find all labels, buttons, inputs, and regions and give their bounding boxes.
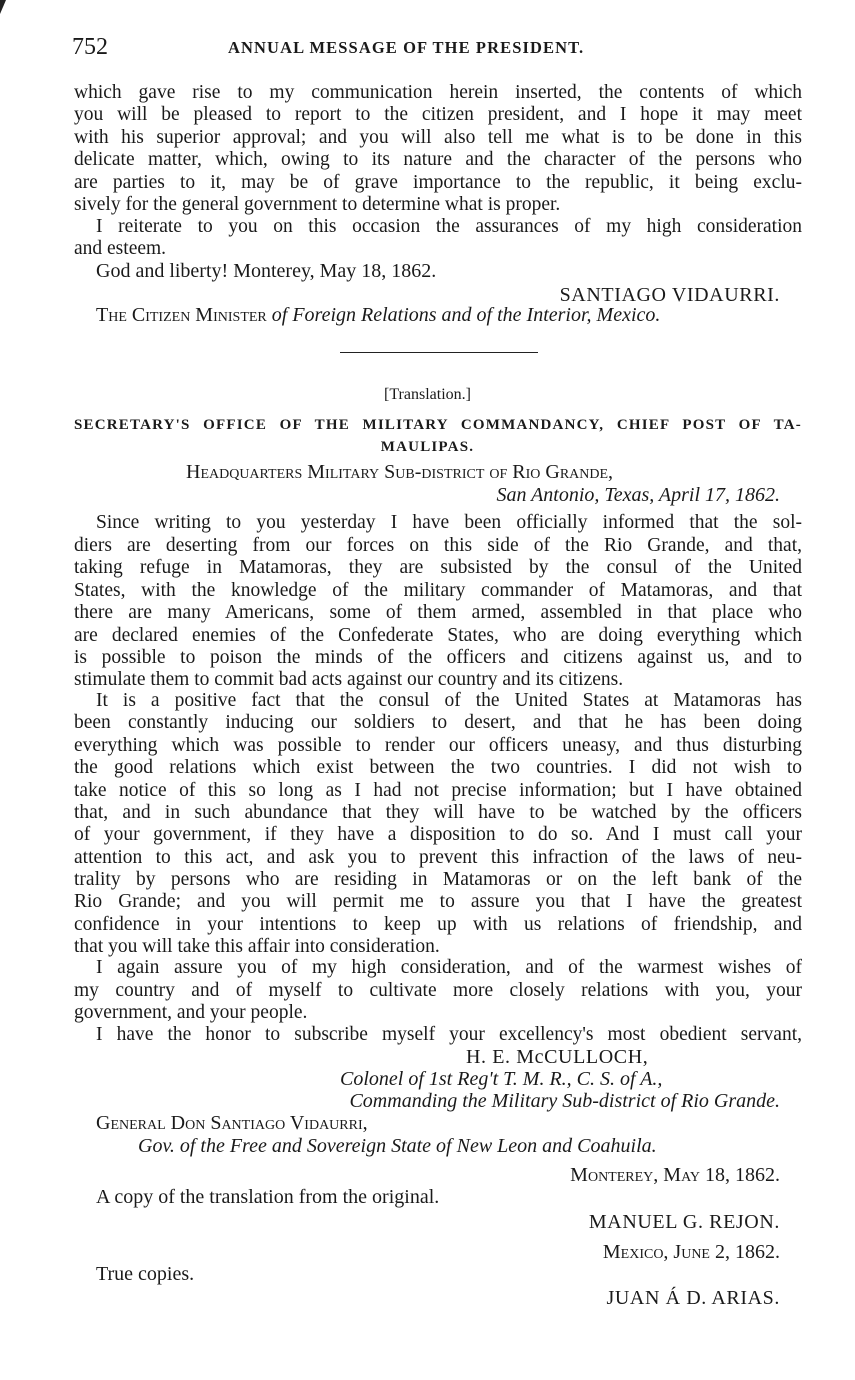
text-line: taking refuge in Matamoras, they are subsisted by the consul of the United	[74, 557, 802, 578]
text-line: are parties to it, may be of grave importance to the republic, it being exclu-	[74, 172, 802, 193]
text-line: delicate matter, which, owing to its nature and the character of the persons who	[74, 149, 802, 170]
certifier-signature: JUAN Á D. ARIAS.	[606, 1287, 780, 1309]
translator-signature: MANUEL G. REJON.	[588, 1211, 780, 1233]
text-line: are declared enemies of the Confederate States, who are doing everything which	[74, 625, 802, 646]
dateline: San Antonio, Texas, April 17, 1862.	[496, 484, 780, 506]
text-line: that, and in such abundance that they will have to be watched by the officers	[74, 802, 802, 823]
text-line: of your government, if they have a disposition to do so. And I must call your	[74, 824, 802, 845]
page-corner-mark	[0, 0, 6, 14]
text-line: I reiterate to you on this occasion the assurances of my high consideration	[96, 216, 802, 237]
attestation-date: Monterey, May 18, 1862.	[570, 1164, 780, 1186]
closing-line: God and liberty! Monterey, May 18, 1862.	[96, 260, 437, 282]
signer-command: Commanding the Military Sub-district of Rio Grande.	[349, 1090, 780, 1112]
text-line: with his superior approval; and you will also tell me what is to be done in this	[74, 127, 802, 148]
text-line: stimulate them to commit bad acts against our country and its citizens.	[74, 669, 624, 690]
text-line: everything which was possible to render our officers uneasy, and thus disturbing	[74, 735, 802, 756]
office-heading: SECRETARY'S OFFICE OF THE MILITARY COMMANDANCY, CHIEF POST OF TA-	[74, 417, 802, 433]
text-line: which gave rise to my communication herein inserted, the contents of which	[74, 82, 802, 103]
text-line: I again assure you of my high consideration, and of the warmest wishes of	[96, 957, 802, 978]
text-line: government, and your people.	[74, 1002, 308, 1023]
text-line: attention to this act, and ask you to prevent this infraction of the laws of neu-	[74, 847, 802, 868]
addressee-prefix: The Citizen Minister	[96, 304, 267, 326]
addressee-line	[96, 304, 660, 326]
section-divider	[340, 352, 538, 353]
page-number: 752	[72, 34, 108, 60]
text-line: you will be pleased to report to the citizen president, and I hope it may meet	[74, 104, 802, 125]
text-line: confidence in your intentions to keep up with us relations of friendship, and	[74, 914, 802, 935]
text-line: been constantly inducing our soldiers to desert, and that he has been doing	[74, 712, 802, 733]
addressee-italic: of Foreign Relations and of the Interior, Mexico.	[271, 304, 661, 326]
signer-name: H. E. McCULLOCH,	[466, 1046, 649, 1068]
text-line: trality by persons who are residing in Matamoras or on the left bank of the	[74, 869, 802, 890]
text-line: I have the honor to subscribe myself your excellency's most obedient servant,	[96, 1024, 802, 1045]
attestation-date-2: Mexico, June 2, 1862.	[602, 1241, 780, 1263]
text-line: Rio Grande; and you will permit me to assure you that I have the greatest	[74, 891, 802, 912]
recipient-title: Gov. of the Free and Sovereign State of New Leon and Coahuila.	[138, 1135, 657, 1157]
headquarters-line: Headquarters Military Sub-district of Rio Grande,	[186, 461, 614, 483]
running-title: ANNUAL MESSAGE OF THE PRESIDENT.	[228, 38, 585, 57]
true-copies-note: True copies.	[96, 1263, 195, 1285]
text-line: that you will take this affair into consideration.	[74, 936, 440, 957]
signer-title: Colonel of 1st Reg't T. M. R., C. S. of A.,	[340, 1068, 663, 1090]
signature: SANTIAGO VIDAURRI.	[559, 284, 780, 306]
text-line: take notice of this so long as I had not precise information; but I have obtained	[74, 780, 802, 801]
text-line: diers are deserting from our forces on this side of the Rio Grande, and that,	[74, 535, 802, 556]
text-line: It is a positive fact that the consul of the United States at Matamoras has	[96, 690, 802, 711]
text-line: my country and of myself to cultivate more closely relations with you, your	[74, 980, 802, 1001]
translation-note: [Translation.]	[384, 386, 471, 403]
office-heading-continued: MAULIPAS.	[380, 439, 475, 455]
text-line: the good relations which exist between the two countries. I did not wish to	[74, 757, 802, 778]
copy-note: A copy of the translation from the original.	[96, 1186, 440, 1208]
text-line: States, with the knowledge of the military commander of Matamoras, and that	[74, 580, 802, 601]
text-line: there are many Americans, some of them armed, assembled in that place who	[74, 602, 802, 623]
text-line: is possible to poison the minds of the officers and citizens against us, and to	[74, 647, 802, 668]
text-line: sively for the general government to determine what is proper.	[74, 194, 561, 215]
text-line: and esteem.	[74, 238, 167, 259]
text-line: Since writing to you yesterday I have been officially informed that the sol-	[96, 512, 802, 533]
recipient-name: General Don Santiago Vidaurri,	[96, 1112, 368, 1134]
